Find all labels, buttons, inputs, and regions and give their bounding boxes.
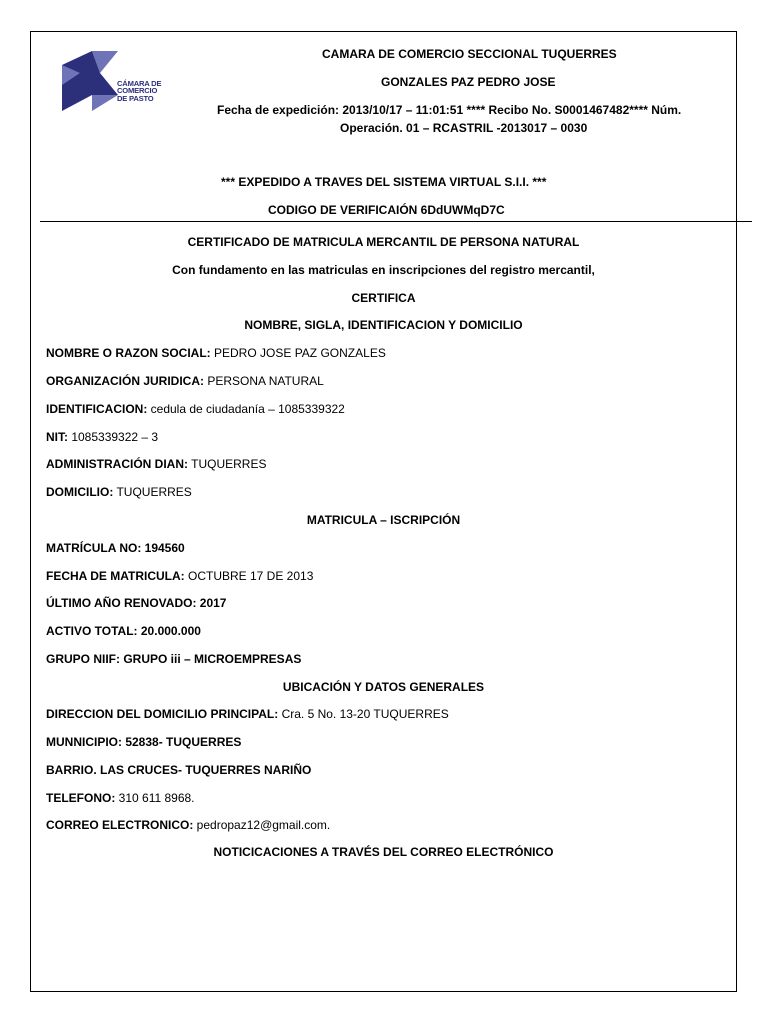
field-label: DOMICILIO: (46, 485, 114, 499)
field-dian (46, 457, 266, 471)
field-label: ADMINISTRACIÓN DIAN: (46, 457, 188, 471)
field-value: LAS CRUCES- TUQUERRES NARIÑO (96, 763, 312, 777)
field-label: IDENTIFICACION: (46, 402, 148, 416)
certificate-title: CERTIFICADO DE MATRICULA MERCANTIL DE PERSONA NATURAL (187, 235, 580, 249)
field-correo (46, 818, 330, 832)
field-value: 20.000.000 (137, 624, 201, 638)
field-telefono (46, 791, 195, 805)
section-heading-matricula: MATRICULA – ISCRIPCIÓN (306, 513, 461, 527)
field-value: GRUPO iii – MICROEMPRESAS (120, 652, 302, 666)
field-identificacion (46, 402, 345, 416)
field-nit (46, 430, 158, 444)
field-fecha-matricula (46, 569, 313, 583)
field-value: 310 611 8968. (115, 791, 195, 805)
field-value: TUQUERRES (188, 457, 267, 471)
logo-text: CÁMARA DE COMERCIO DE PASTO (117, 79, 162, 103)
field-label: MATRÍCULA NO: (46, 541, 142, 555)
foundation-text: Con fundamento en las matriculas en inscripciones del registro mercantil, (172, 263, 595, 277)
field-value: 1085339322 – 3 (68, 430, 159, 444)
section-heading-identification: NOMBRE, SIGLA, IDENTIFICACION Y DOMICILIO (244, 318, 523, 332)
field-label: DIRECCION DEL DOMICILIO PRINCIPAL: (46, 707, 279, 721)
field-value: PERSONA NATURAL (204, 374, 324, 388)
field-matricula-no (46, 541, 185, 555)
verification-code: CODIGO DE VERIFICAIÓN 6DdUWMqD7C (268, 203, 505, 217)
field-domicilio (46, 485, 192, 499)
chamber-title: CAMARA DE COMERCIO SECCIONAL TUQUERRES (322, 47, 617, 61)
field-activo-total (46, 624, 201, 638)
field-label: ORGANIZACIÓN JURIDICA: (46, 374, 204, 388)
field-barrio (46, 763, 311, 777)
merchant-name: GONZALES PAZ PEDRO JOSE (381, 75, 556, 89)
field-grupo-niif (46, 652, 301, 666)
field-value: 2017 (196, 596, 227, 610)
field-municipio (46, 735, 241, 749)
field-label: TELEFONO: (46, 791, 116, 805)
field-value: Cra. 5 No. 13-20 TUQUERRES (278, 707, 449, 721)
field-value: 52838- TUQUERRES (122, 735, 242, 749)
field-value: pedropaz12@gmail.com. (193, 818, 331, 832)
field-label: GRUPO NIIF: (46, 652, 120, 666)
field-label: NIT: (46, 430, 68, 444)
notifications-heading: NOTICICACIONES A TRAVÉS DEL CORREO ELECTRÓNICO (213, 845, 554, 859)
section-heading-ubicacion: UBICACIÓN Y DATOS GENERALES (282, 680, 485, 694)
field-label: BARRIO. (46, 763, 97, 777)
camara-comercio-logo (62, 51, 187, 111)
field-organizacion (46, 374, 324, 388)
header-divider (40, 221, 752, 222)
field-label: CORREO ELECTRONICO: (46, 818, 194, 832)
field-nombre (46, 346, 386, 360)
field-value: TUQUERRES (113, 485, 192, 499)
expedition-line-2: Operación. 01 – RCASTRIL -2013017 – 0030 (340, 121, 588, 135)
field-value: OCTUBRE 17 DE 2013 (184, 569, 314, 583)
certifica-heading: CERTIFICA (351, 291, 416, 305)
virtual-system-note: *** EXPEDIDO A TRAVES DEL SISTEMA VIRTUAL S.I.I. *** (221, 175, 547, 189)
field-ultimo-ano (46, 596, 226, 610)
field-value: cedula de ciudadanía – 1085339322 (147, 402, 345, 416)
expedition-line-1: Fecha de expedición: 2013/10/17 – 11:01:51 **** Recibo No. S0001467482**** Núm. (217, 103, 682, 117)
field-value: 194560 (141, 541, 185, 555)
field-value: PEDRO JOSE PAZ GONZALES (210, 346, 386, 360)
field-label: ACTIVO TOTAL: (46, 624, 138, 638)
field-label: FECHA DE MATRICULA: (46, 569, 185, 583)
field-direccion (46, 707, 449, 721)
field-label: NOMBRE O RAZON SOCIAL: (46, 346, 211, 360)
field-label: ÚLTIMO AÑO RENOVADO: (46, 596, 197, 610)
field-label: MUNNICIPIO: (46, 735, 122, 749)
